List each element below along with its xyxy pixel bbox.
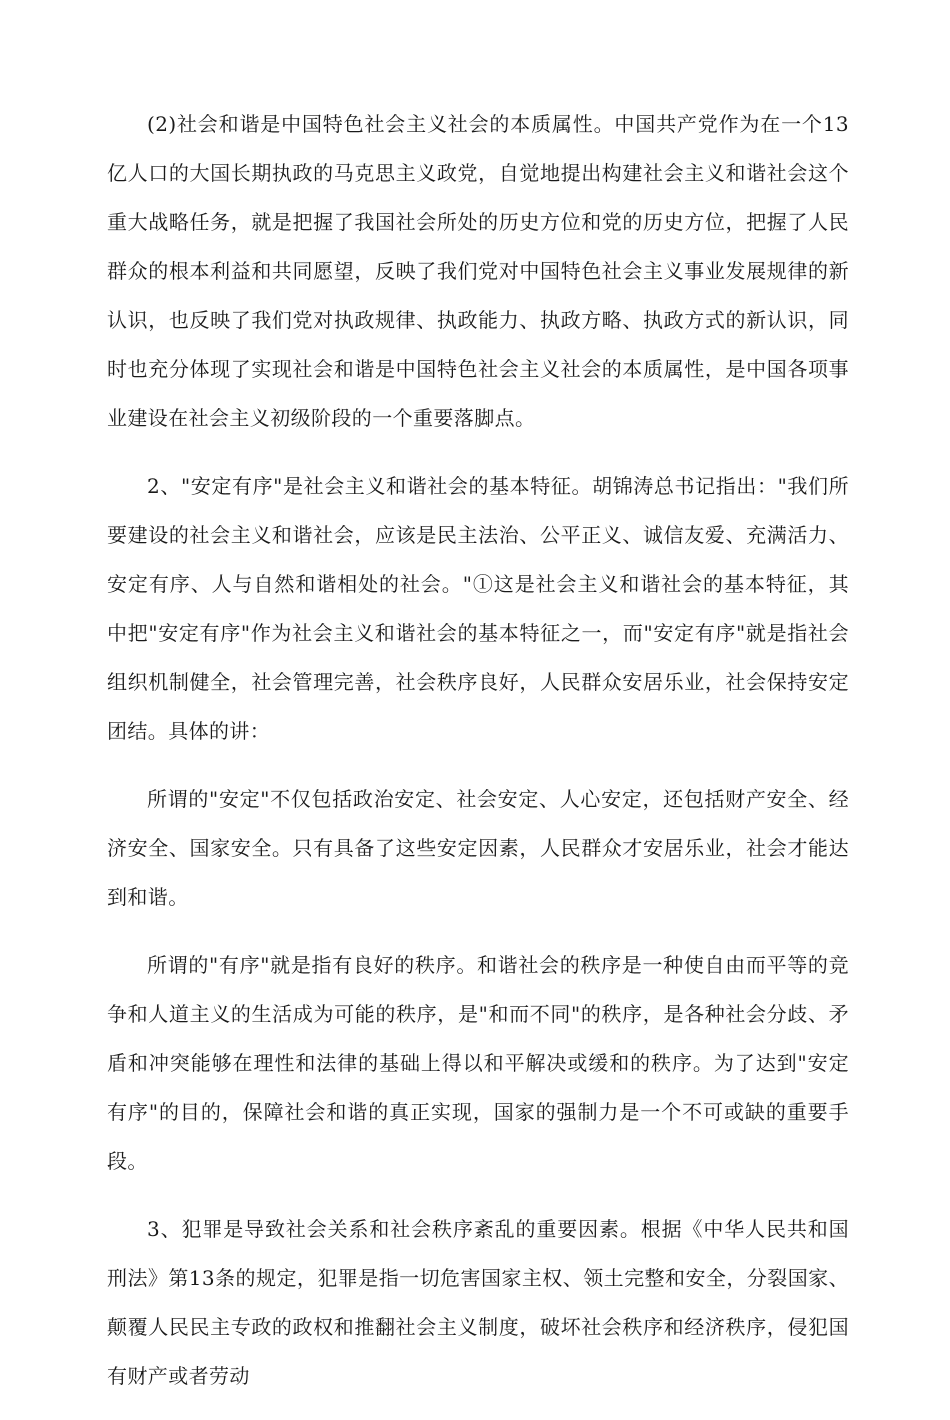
paragraph-stability-order-feature: 2、"安定有序"是社会主义和谐社会的基本特征。胡锦涛总书记指出："我们所要建设的社会主义和谐社会，应该是民主法治、公平正义、诚信友爱、充满活力、安定有序、人与自然和谐相处的社会。"①这是社会主义和谐社会的基本特征，其中把"安定有序"作为社会主义和谐社会的基本特征之一，而"安定有序"就是指社会组织机制健全，社会管理完善，社会秩序良好，人民群众安居乐业，社会保持安定团结。具体的讲：: [107, 474, 849, 743]
document-body: [107, 100, 849, 1420]
paragraph-crime-factor: 3、犯罪是导致社会关系和社会秩序紊乱的重要因素。根据《中华人民共和国刑法》第13条的规定，犯罪是指一切危害国家主权、领土完整和安全，分裂国家、颠覆人民民主专政的政权和推翻社会主义制度，破坏社会秩序和经济秩序，侵犯国有财产或者劳动: [107, 1217, 849, 1388]
paragraph-meaning-of-stability: 所谓的"安定"不仅包括政治安定、社会安定、人心安定，还包括财产安全、经济安全、国家安全。只有具备了这些安定因素，人民群众才安居乐业，社会才能达到和谐。: [107, 787, 849, 909]
paragraph-meaning-of-order: 所谓的"有序"就是指有良好的秩序。和谐社会的秩序是一种使自由而平等的竞争和人道主义的生活成为可能的秩序，是"和而不同"的秩序，是各种社会分歧、矛盾和冲突能够在理性和法律的基础上得以和平解决或缓和的秩序。为了达到"安定有序"的目的，保障社会和谐的真正实现，国家的强制力是一个不可或缺的重要手段。: [107, 953, 849, 1173]
paragraph-social-harmony-essence: (2)社会和谐是中国特色社会主义社会的本质属性。中国共产党作为在一个13亿人口的大国长期执政的马克思主义政党，自觉地提出构建社会主义和谐社会这个重大战略任务，就是把握了我国社会所处的历史方位和党的历史方位，把握了人民群众的根本利益和共同愿望，反映了我们党对中国特色社会主义事业发展规律的新认识，也反映了我们党对执政规律、执政能力、执政方略、执政方式的新认识，同时也充分体现了实现社会和谐是中国特色社会主义社会的本质属性，是中国各项事业建设在社会主义初级阶段的一个重要落脚点。: [107, 112, 849, 430]
